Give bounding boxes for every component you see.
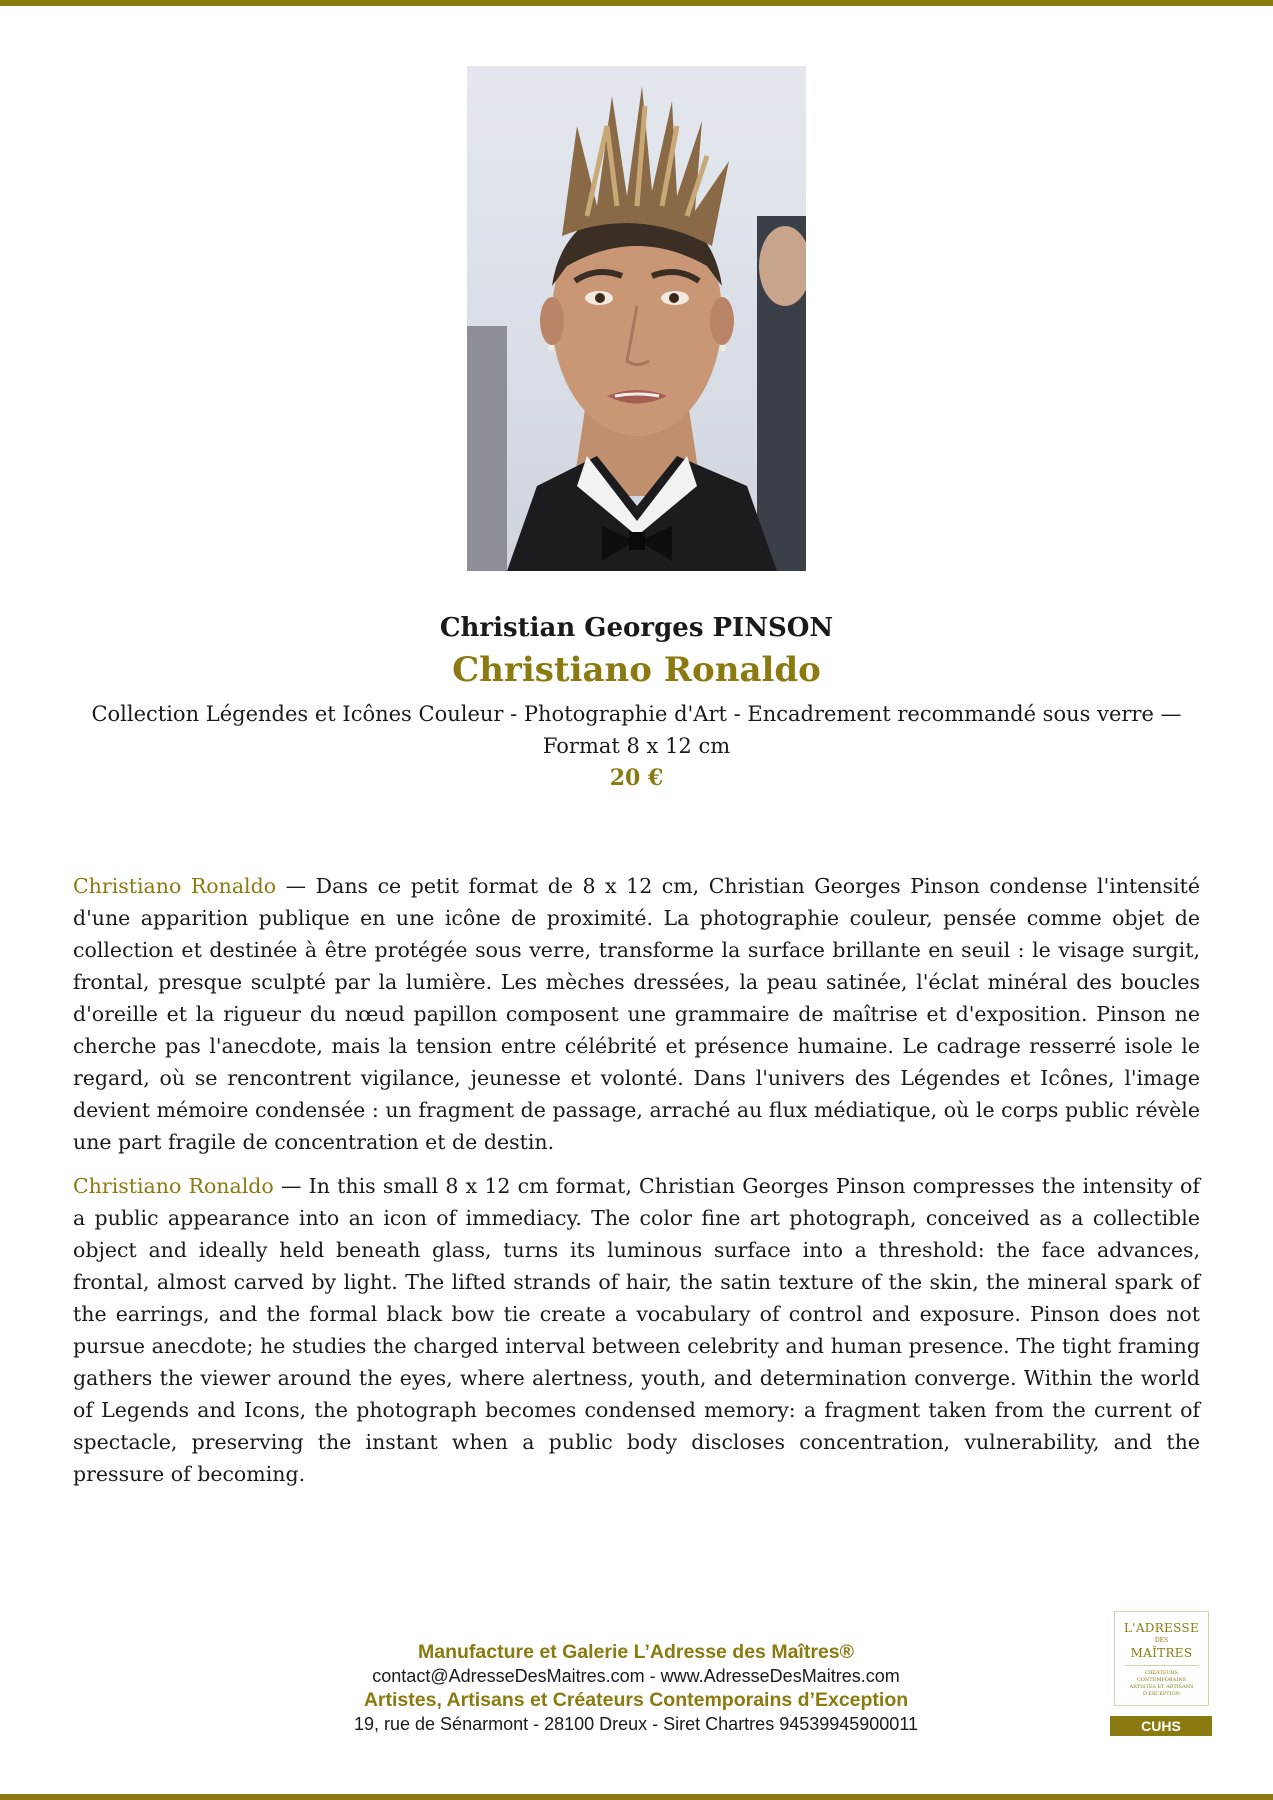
logo-line-3: MAÎTRES bbox=[1130, 1646, 1193, 1660]
artist-name: Christian Georges PINSON bbox=[439, 613, 834, 643]
footer-address: 19, rue de Sénarmont - 28100 Dreux - Siret Chartres 94539945900011 bbox=[353, 1714, 919, 1734]
description-english-text: — In this small 8 x 12 cm format, Christian Georges Pinson compresses the intensity of a public appearance into an icon of immediacy. The color fine art photograph, conceived as a collectible object and ideally held beneath glass, turns its luminous surface into a threshold: the face advances, frontal, almost carved by light. The lifted strands of hair, the satin texture of the skin, the mineral spark of the earrings, and the formal black bow tie create a vocabulary of control and exposure. Pinson does not pursue anecdote; he studies the charged interval between celebrity and human presence. The tight framing gathers the viewer around the eyes, where alertness, youth, and determination converge. Within the world of Legends and Icons, the photograph becomes condensed memory: a fragment taken from the current of spectacle, preserving the instant when a public body discloses concentration, vulnerability, and the pressure of becoming. bbox=[73, 1174, 1200, 1486]
cuhs-badge: CUHS bbox=[1110, 1716, 1212, 1736]
bottom-border bbox=[0, 1794, 1273, 1800]
artwork-header bbox=[60, 610, 1213, 794]
footer-gallery-name: Manufacture et Galerie L’Adresse des Maîtres® bbox=[418, 1641, 854, 1663]
description-english bbox=[73, 1170, 1200, 1490]
description-french-lead: Christiano Ronaldo bbox=[73, 874, 277, 898]
description-english-lead: Christiano Ronaldo bbox=[73, 1174, 274, 1198]
footer-tagline: Artistes, Artisans et Créateurs Contemporains d’Exception bbox=[363, 1689, 909, 1711]
top-border bbox=[0, 0, 1273, 6]
gallery-footer bbox=[236, 1640, 1036, 1736]
logo-divider bbox=[1125, 1665, 1199, 1666]
logo-line-4: CRÉATEURS CONTEMPORAINS ARTISTES ET ARTISANS D'EXCEPTION bbox=[1129, 1670, 1194, 1697]
artwork-price: 20 € bbox=[609, 765, 664, 791]
artwork-subtitle: Collection Légendes et Icônes Couleur - Photographie d'Art - Encadrement recommandé sous verre — Format 8 x 12 cm bbox=[91, 702, 1182, 758]
gallery-logo bbox=[1114, 1611, 1209, 1706]
footer-contact: contact@AdresseDesMaitres.com - www.AdresseDesMaitres.com bbox=[372, 1666, 900, 1686]
description-french bbox=[73, 870, 1200, 1158]
artwork-description bbox=[73, 870, 1200, 1502]
artwork-title: Christiano Ronaldo bbox=[452, 650, 821, 690]
artwork-photo bbox=[467, 66, 806, 571]
logo-line-1: L'ADRESSE bbox=[1123, 1621, 1200, 1635]
logo-line-2: DES bbox=[1154, 1637, 1169, 1644]
description-french-text: — Dans ce petit format de 8 x 12 cm, Christian Georges Pinson condense l'intensité d'une apparition publique en une icône de proximité. La photographie couleur, pensée comme objet de collection et destinée à être protégée sous verre, transforme la surface brillante en seuil : le visage surgit, frontal, presque sculpté par la lumière. Les mèches dressées, la peau satinée, l'éclat minéral des boucles d'oreille et la rigueur du nœud papillon composent une grammaire de maîtrise et d'exposition. Pinson ne cherche pas l'anecdote, mais la tension entre célébrité et présence humaine. Le cadrage resserré isole le regard, où se rencontrent vigilance, jeunesse et volonté. Dans l'univers des Légendes et Icônes, l'image devient mémoire condensée : un fragment de passage, arraché au flux médiatique, où le corps public révèle une part fragile de concentration et de destin. bbox=[73, 874, 1200, 1154]
